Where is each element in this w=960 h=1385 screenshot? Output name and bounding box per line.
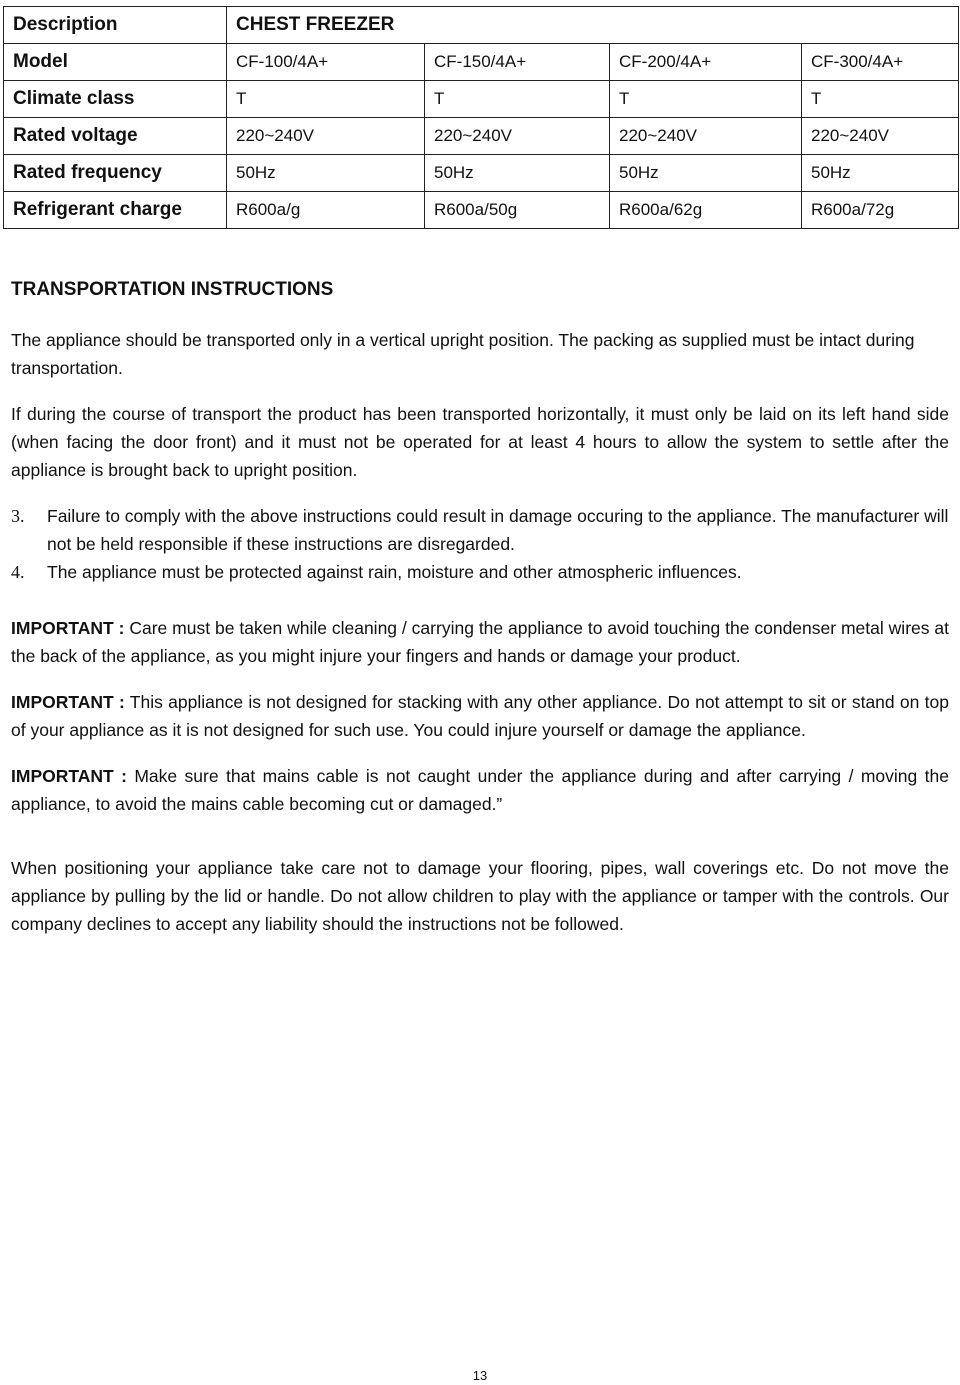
important-label: IMPORTANT :: [11, 766, 127, 786]
spec-cell: T: [802, 81, 959, 118]
important-label: IMPORTANT :: [11, 692, 125, 712]
important-note-2: [11, 688, 949, 744]
spec-row-label: Refrigerant charge: [4, 192, 227, 229]
spec-row-label: Rated voltage: [4, 118, 227, 155]
spec-row-rated-frequency: [4, 155, 959, 192]
important-note-1: [11, 614, 949, 670]
spec-cell: 50Hz: [610, 155, 802, 192]
list-item: [11, 558, 949, 586]
spec-header-label: Description: [4, 7, 227, 44]
list-item-number: 3.: [11, 506, 25, 526]
spec-row-refrigerant-charge: [4, 192, 959, 229]
spec-cell: T: [227, 81, 425, 118]
spec-row-label: Rated frequency: [4, 155, 227, 192]
spec-cell: R600a/50g: [425, 192, 610, 229]
spec-cell: 50Hz: [425, 155, 610, 192]
spec-cell: 220~240V: [425, 118, 610, 155]
important-text: Make sure that mains cable is not caught under the appliance during and after carrying / moving the appliance, to avoid the mains cable becoming cut or damaged.”: [11, 766, 949, 814]
list-item-text: Failure to comply with the above instructions could result in damage occuring to the appliance. The manufacturer will not be held responsible if these instructions are disregarded.: [47, 506, 949, 554]
spec-cell: 220~240V: [227, 118, 425, 155]
transport-paragraph-1: The appliance should be transported only in a vertical upright position. The packing as supplied must be intact during transportation.: [11, 330, 915, 378]
spec-cell: CF-300/4A+: [802, 44, 959, 81]
spec-cell: T: [425, 81, 610, 118]
document-body: [11, 276, 949, 956]
spec-cell: CF-150/4A+: [425, 44, 610, 81]
spec-row-climate-class: [4, 81, 959, 118]
spec-cell: CF-100/4A+: [227, 44, 425, 81]
important-label: IMPORTANT :: [11, 618, 125, 638]
spec-header-row: [4, 7, 959, 44]
spec-header-value: CHEST FREEZER: [227, 7, 959, 44]
important-text: Care must be taken while cleaning / carrying the appliance to avoid touching the condenser metal wires at the back of the appliance, as you might injure your fingers and hands or damage your product.: [11, 618, 949, 666]
spec-cell: 220~240V: [610, 118, 802, 155]
important-text: This appliance is not designed for stacking with any other appliance. Do not attempt to sit or stand on top of your appliance as it is not designed for such use. You could injure yourself or damage the appliance.: [11, 692, 949, 740]
spec-cell: R600a/g: [227, 192, 425, 229]
spec-cell: R600a/62g: [610, 192, 802, 229]
spec-row-model: [4, 44, 959, 81]
spec-cell: 220~240V: [802, 118, 959, 155]
spec-cell: CF-200/4A+: [610, 44, 802, 81]
spec-row-label: Climate class: [4, 81, 227, 118]
page-number: 13: [472, 1368, 488, 1383]
important-note-3: [11, 762, 949, 818]
spec-row-label: Model: [4, 44, 227, 81]
list-item: [11, 502, 949, 558]
spec-cell: 50Hz: [802, 155, 959, 192]
positioning-paragraph: When positioning your appliance take care not to damage your flooring, pipes, wall coverings etc. Do not move the appliance by pulling by the lid or handle. Do not allow children to play with the appliance or tamper with the controls. Our company declines to accept any liability should the instructions not be followed.: [11, 858, 949, 934]
section-title: TRANSPORTATION INSTRUCTIONS: [11, 279, 334, 300]
transport-paragraph-2: If during the course of transport the product has been transported horizontally, it must only be laid on its left hand side (when facing the door front) and it must not be operated for at least 4 hours to allow the system to settle after the appliance is brought back to upright position.: [11, 404, 949, 480]
spec-table: [3, 6, 959, 229]
spec-cell: R600a/72g: [802, 192, 959, 229]
numbered-list: [11, 502, 949, 586]
list-item-number: 4.: [11, 562, 25, 582]
list-item-text: The appliance must be protected against rain, moisture and other atmospheric influences.: [47, 562, 742, 582]
spec-cell: 50Hz: [227, 155, 425, 192]
spec-cell: T: [610, 81, 802, 118]
spec-row-rated-voltage: [4, 118, 959, 155]
